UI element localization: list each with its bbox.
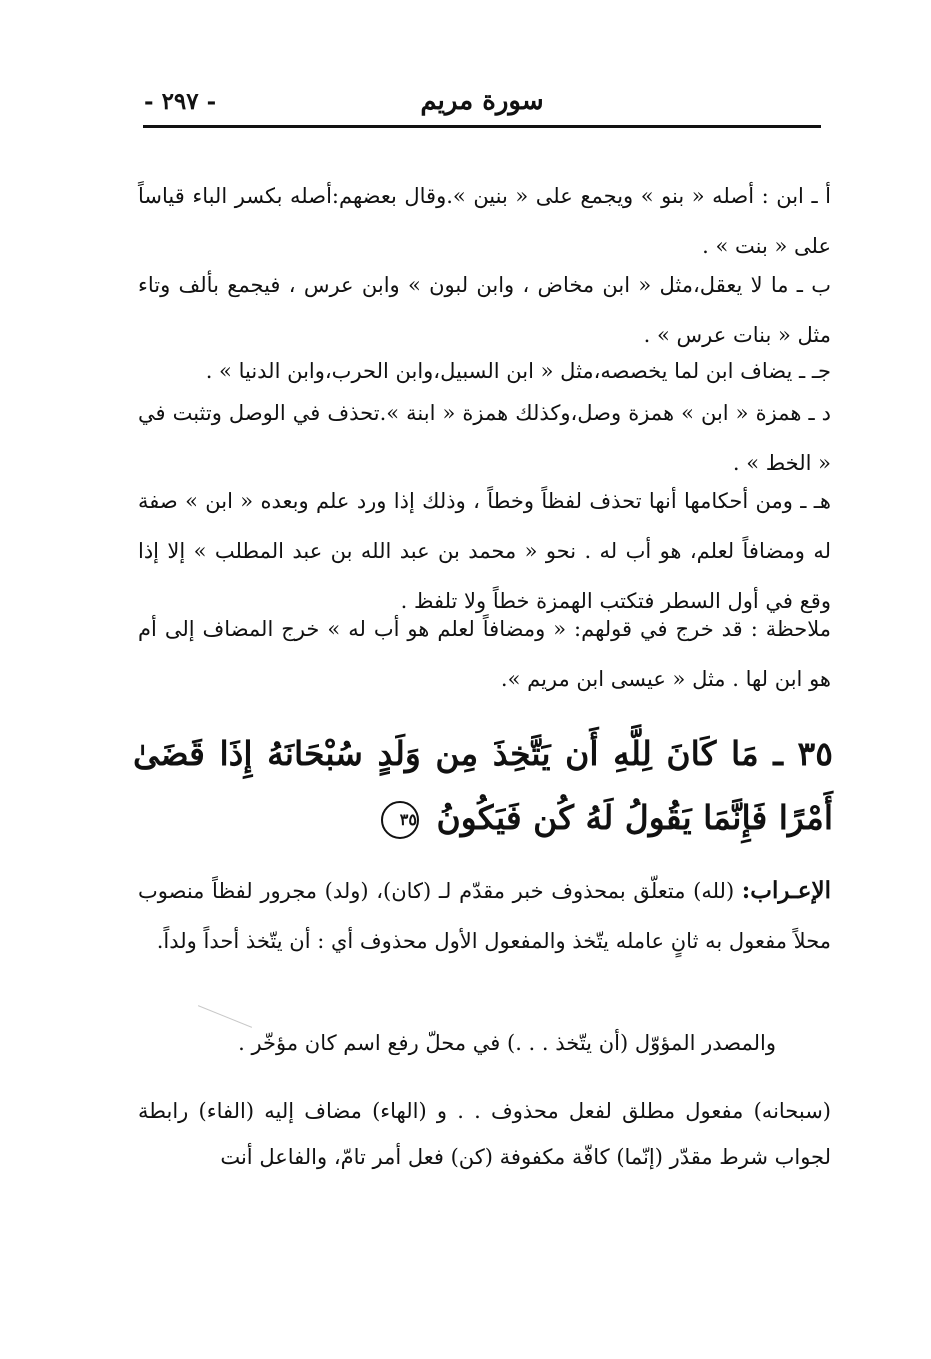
paragraph-alif: أ ـ ابن : أصله « بنو » ويجمع على « بنين ».وقال بعضهم:أصله بكسر الباء قياساً على « بنت » . xyxy=(138,184,831,258)
paragraph-ha: هـ ـ ومن أحكامها أنها تحذف لفظاً وخطاً ، وذلك إذا ورد علم وبعده « ابن » صفة له ومضافاً لعلم، هو أب له . نحو « محمد بن عبد الله بن عبد المطلب » إلا إذا وقع في أول السطر فتكتب الهمزة خطاً ولا تلفظ . xyxy=(138,489,831,613)
irab-text: (لله) متعلّق بمحذوف خبر مقدّم لـ (كان)، (ولد) مجرور لفظاً منصوب محلاً مفعول به ثانٍ عامله يتّخذ والمفعول الأول محذوف أي : أن يتّخذ أحداً ولداً. xyxy=(138,879,831,953)
page-number: - ٢٩٧ - xyxy=(144,88,217,115)
quran-verse xyxy=(133,722,833,850)
verse-text: ٣٥ ـ مَا كَانَ لِلَّهِ أَن يَتَّخِذَ مِن وَلَدٍ سُبْحَانَهُ إِذَا قَضَىٰ أَمْرًا فَإِنَّمَا يَقُولُ لَهُ كُن فَيَكُونُ xyxy=(133,734,833,837)
page-header xyxy=(142,86,822,128)
paragraph-ba: ب ـ ما لا يعقل،مثل « ابن مخاض ، وابن لبون » وابن عرس ، فيجمع بألف وتاء مثل « بنات عرس » . xyxy=(138,273,831,347)
irab-paragraph xyxy=(138,866,831,966)
header-divider xyxy=(143,125,821,128)
verse-number-marker: ٣٥ xyxy=(381,801,419,839)
paragraph-dal: د ـ همزة « ابن » همزة وصل،وكذلك همزة « ابنة ».تحذف في الوصل وتثبت في « الخط » . xyxy=(138,401,831,475)
irab-label: الإعـراب: xyxy=(741,877,831,904)
paragraph-jim: جـ ـ يضاف ابن لما يخصصه،مثل « ابن السبيل،وابن الحرب،وابن الدنيا » . xyxy=(205,359,831,383)
masdar-paragraph: والمصدر المؤوّل (أن يتّخذ . . .) في محلّ رفع اسم كان مؤخّر . xyxy=(238,1031,776,1055)
scan-mark xyxy=(198,1005,252,1028)
surah-title: سورة مريم xyxy=(420,86,544,116)
paragraph-note: ملاحظة : قد خرج في قولهم: « ومضافاً لعلم هو أب له » خرج المضاف إلى أم هو ابن لها . مثل « عيسى ابن مريم ». xyxy=(138,617,831,691)
subhanahu-paragraph: (سبحانه) مفعول مطلق لفعل محذوف . . و (الهاء) مضاف إليه (الفاء) رابطة لجواب شرط مقدّر (إنّما) كافّة مكفوفة (كن) فعل أمر تامّ، والفاعل أنت xyxy=(138,1099,831,1169)
